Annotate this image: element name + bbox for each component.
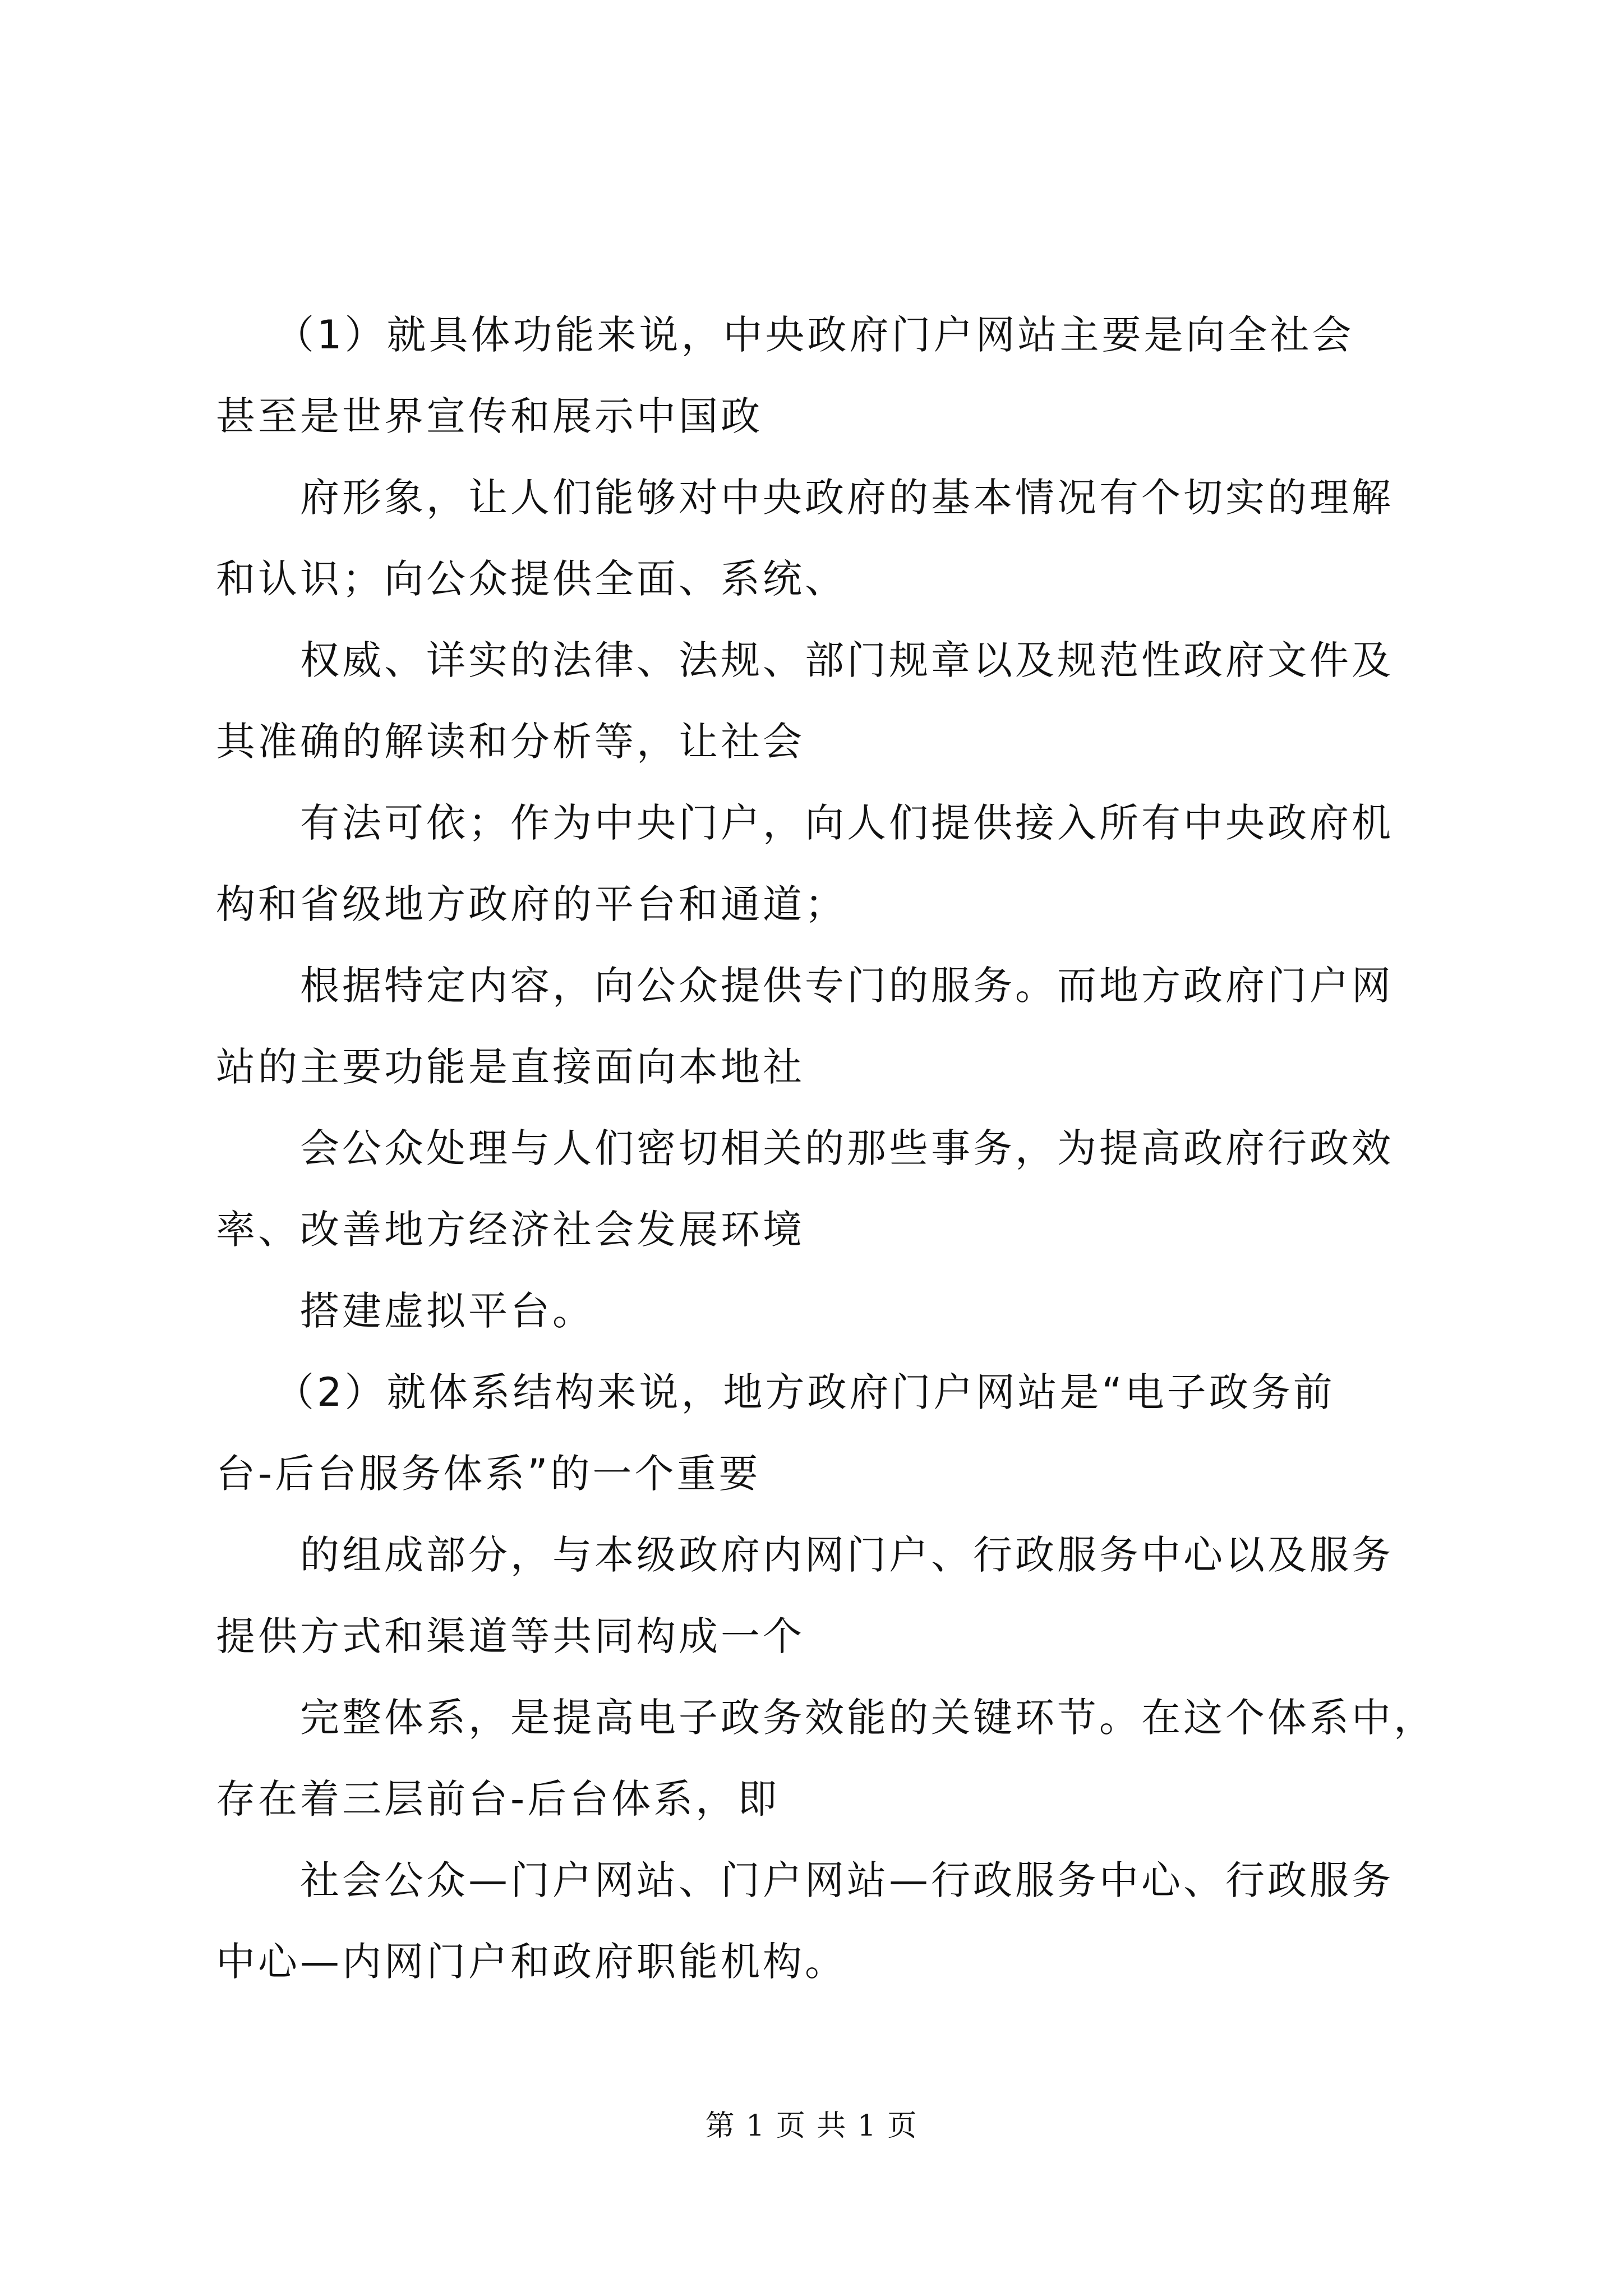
paragraph-line: 根据特定内容，向公众提供专门的服务。而地方政府门户网 [300, 963, 1394, 1009]
paragraph-line: 社会公众—门户网站、门户网站—行政服务中心、行政服务 [300, 1857, 1394, 1903]
paragraph-line: 存在着三层前台-后台体系，即 [216, 1776, 780, 1822]
paragraph-line: 的组成部分，与本级政府内网门户、行政服务中心以及服务 [300, 1532, 1394, 1578]
paragraph-7 [216, 1271, 1438, 1352]
paragraph-line: 构和省级地方政府的平台和通道； [216, 881, 847, 927]
page-footer: 第 1 页 共 1 页 [705, 2109, 918, 2143]
paragraph-10 [216, 1677, 1438, 1840]
paragraph-line: （2）就体系结构来说，地方政府门户网站是“电子政务前 [275, 1369, 1335, 1415]
paragraph-2 [216, 457, 1438, 620]
paragraph-line: 站的主要功能是直接面向本地社 [216, 1044, 805, 1090]
paragraph-11 [216, 1840, 1438, 2003]
paragraph-9 [216, 1515, 1438, 1677]
paragraph-line: 府形象，让人们能够对中央政府的基本情况有个切实的理解 [300, 475, 1394, 521]
paragraph-6 [216, 1108, 1438, 1271]
paragraph-line: 台-后台服务体系”的一个重要 [216, 1451, 761, 1497]
paragraph-line: 中心—内网门户和政府职能机构。 [216, 1939, 847, 1985]
paragraph-line: （1）就具体功能来说，中央政府门户网站主要是向全社会 [275, 312, 1354, 358]
paragraph-line: 甚至是世界宣传和展示中国政 [216, 393, 763, 439]
paragraph-5 [216, 945, 1438, 1108]
paragraph-line: 权威、详实的法律、法规、部门规章以及规范性政府文件及 [300, 637, 1394, 683]
paragraph-line: 提供方式和渠道等共同构成一个 [216, 1613, 805, 1659]
paragraph-line: 搭建虚拟平台。 [300, 1288, 594, 1334]
paragraph-line: 会公众处理与人们密切相关的那些事务，为提高政府行政效 [300, 1125, 1394, 1171]
paragraph-3 [216, 620, 1438, 783]
paragraph-line: 其准确的解读和分析等，让社会 [216, 719, 805, 765]
paragraph-line: 率、改善地方经济社会发展环境 [216, 1207, 805, 1253]
paragraph-1 [216, 295, 1438, 457]
paragraph-line: 有法可依；作为中央门户，向人们提供接入所有中央政府机 [300, 800, 1394, 846]
document-body [216, 295, 1438, 2003]
paragraph-line: 和认识；向公众提供全面、系统、 [216, 556, 847, 602]
paragraph-8 [216, 1352, 1438, 1515]
paragraph-line: 完整体系，是提高电子政务效能的关键环节。在这个体系中， [300, 1695, 1436, 1741]
paragraph-4 [216, 783, 1438, 945]
